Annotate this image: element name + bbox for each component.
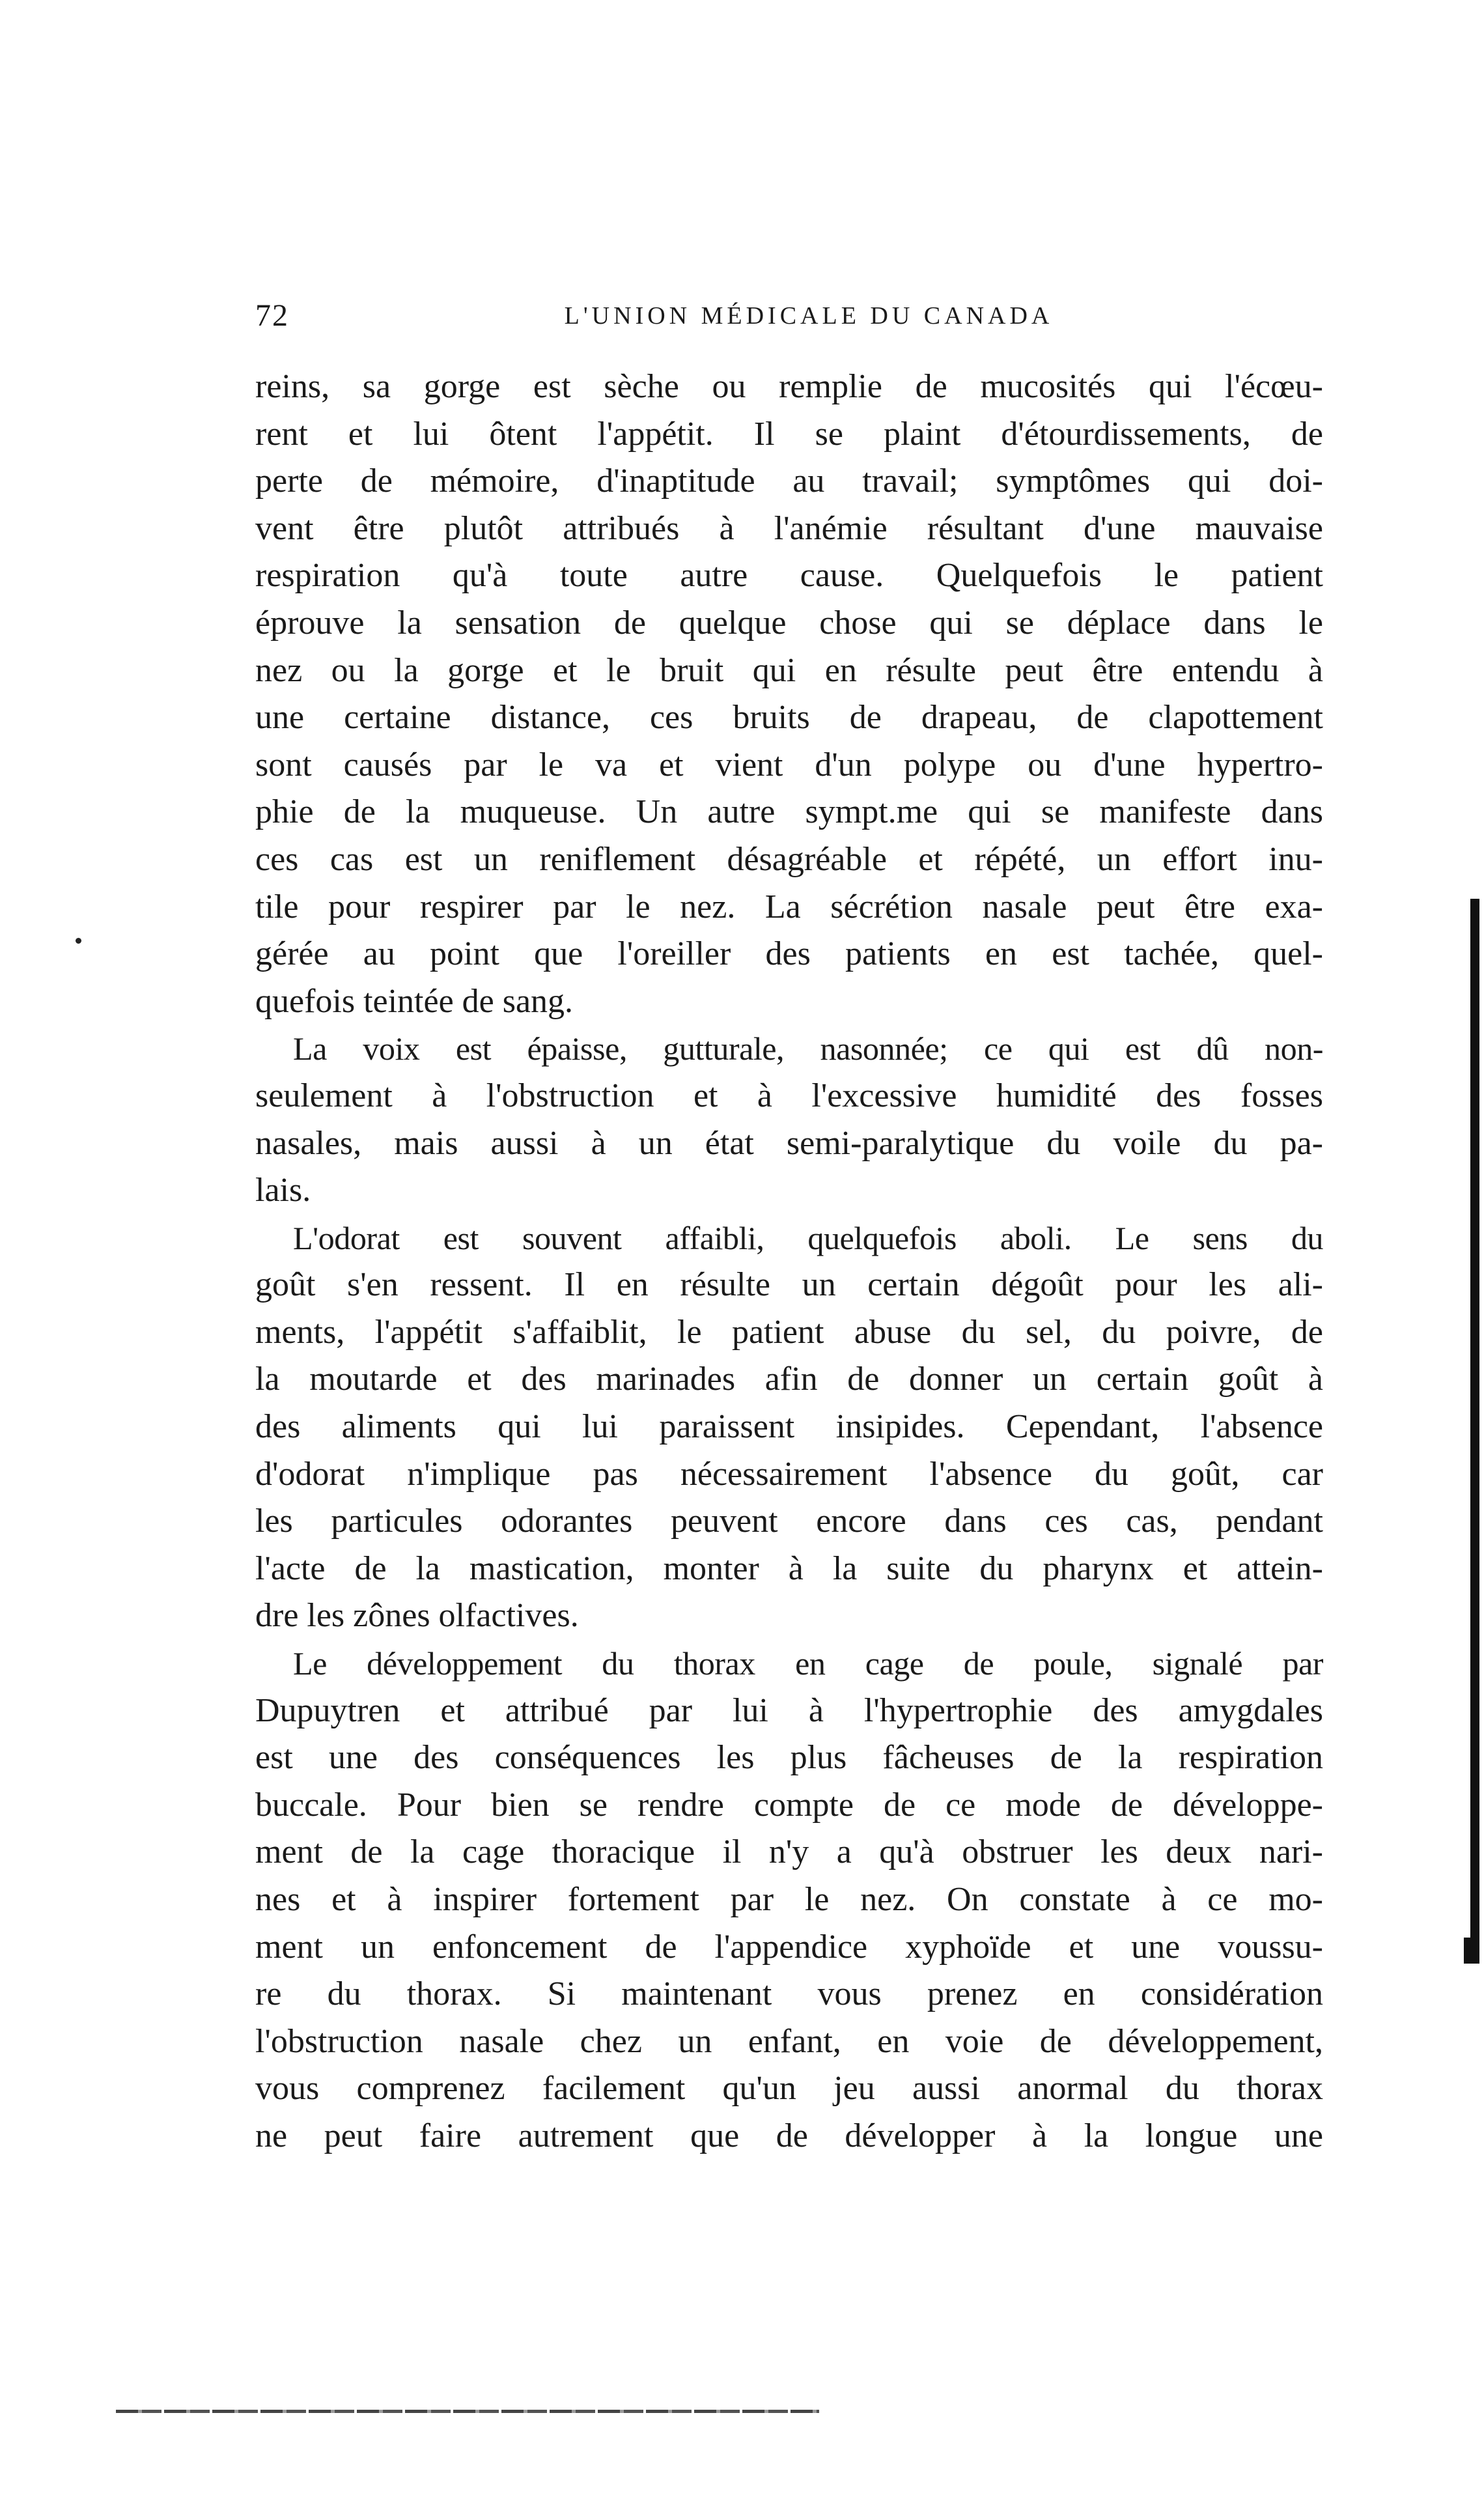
- page-edge-shadow-foot: [1464, 1938, 1479, 1964]
- text-line: une certaine distance, ces bruits de drapeau, de clapottement: [255, 699, 1323, 737]
- paragraph: [255, 1215, 1323, 1640]
- page-number: 72: [255, 298, 289, 333]
- paragraph: [255, 1025, 1323, 1214]
- text-line: ment un enfoncement de l'appendice xyphoïde et une voussu-: [255, 1928, 1323, 1966]
- text-line: sont causés par le va et vient d'un polype ou d'une hypertro-: [255, 746, 1323, 783]
- paragraph: [255, 1640, 1323, 2160]
- text-line: tile pour respirer par le nez. La sécrétion nasale peut être exa-: [255, 888, 1323, 925]
- paragraph: [255, 363, 1323, 1025]
- text-line: la moutarde et des marinades afin de donner un certain goût à: [255, 1361, 1323, 1398]
- text-line: les particules odorantes peuvent encore dans ces cas, pendant: [255, 1502, 1323, 1540]
- text-line: perte de mémoire, d'inaptitude au travail; symptômes qui doi-: [255, 462, 1323, 500]
- text-line: l'obstruction nasale chez un enfant, en voie de développement,: [255, 2022, 1323, 2060]
- text-line: reins, sa gorge est sèche ou remplie de mucosités qui l'écœu-: [255, 368, 1323, 405]
- text-line: l'acte de la mastication, monter à la suite du pharynx et attein-: [255, 1549, 1323, 1587]
- text-line: L'odorat est souvent affaibli, quelquefois aboli. Le sens du: [293, 1219, 1323, 1256]
- text-line: respiration qu'à toute autre cause. Quelquefois le patient: [255, 557, 1323, 595]
- text-line: nasales, mais aussi à un état semi-paralytique du voile du pa-: [255, 1124, 1323, 1162]
- text-line: est une des conséquences les plus fâcheuses de la respiration: [255, 1739, 1323, 1777]
- page-header: [255, 293, 1323, 339]
- text-line: phie de la muqueuse. Un autre sympt.me qui se manifeste dans: [255, 793, 1323, 831]
- margin-speck: [76, 938, 81, 944]
- text-line: ne peut faire autrement que de développer à la longue une: [255, 2117, 1323, 2154]
- text-line: ment de la cage thoracique il n'y a qu'à obstruer les deux nari-: [255, 1833, 1323, 1871]
- text-line: dre les zônes olfactives.: [255, 1597, 579, 1635]
- text-line: éprouve la sensation de quelque chose qui se déplace dans le: [255, 604, 1323, 642]
- running-title: L'UNION MÉDICALE DU CANADA: [564, 302, 1054, 330]
- text-line: ces cas est un reniflement désagréable et répété, un effort inu-: [255, 840, 1323, 878]
- text-line: Le développement du thorax en cage de poule, signalé par: [293, 1645, 1323, 1682]
- text-line: des aliments qui lui paraissent insipides. Cependant, l'absence: [255, 1408, 1323, 1446]
- text-line: gérée au point que l'oreiller des patients en est tachée, quel-: [255, 935, 1323, 973]
- text-line: goût s'en ressent. Il en résulte un certain dégoût pour les ali-: [255, 1266, 1323, 1304]
- text-line: nez ou la gorge et le bruit qui en résulte peut être entendu à: [255, 651, 1323, 689]
- text-line: lais.: [255, 1172, 311, 1209]
- page-edge-shadow: [1470, 899, 1479, 1947]
- text-line: seulement à l'obstruction et à l'excessive humidité des fosses: [255, 1077, 1323, 1114]
- body-text: [255, 363, 1323, 2160]
- text-line: nes et à inspirer fortement par le nez. On constate à ce mo-: [255, 1881, 1323, 1918]
- text-line: vous comprenez facilement qu'un jeu aussi anormal du thorax: [255, 2070, 1323, 2108]
- bottom-scan-rule: [116, 2410, 819, 2413]
- text-line: La voix est épaisse, gutturale, nasonnée; ce qui est dû non-: [293, 1030, 1323, 1067]
- text-line: vent être plutôt attribués à l'anémie résultant d'une mauvaise: [255, 509, 1323, 547]
- text-line: ments, l'appétit s'affaiblit, le patient abuse du sel, du poivre, de: [255, 1313, 1323, 1351]
- text-line: buccale. Pour bien se rendre compte de ce mode de développe-: [255, 1786, 1323, 1824]
- text-line: re du thorax. Si maintenant vous prenez en considération: [255, 1975, 1323, 2013]
- text-line: d'odorat n'implique pas nécessairement l'absence du goût, car: [255, 1455, 1323, 1493]
- text-line: quefois teintée de sang.: [255, 982, 574, 1020]
- text-line: rent et lui ôtent l'appétit. Il se plaint d'étourdissements, de: [255, 415, 1323, 453]
- text-line: Dupuytren et attribué par lui à l'hypertrophie des amygdales: [255, 1691, 1323, 1729]
